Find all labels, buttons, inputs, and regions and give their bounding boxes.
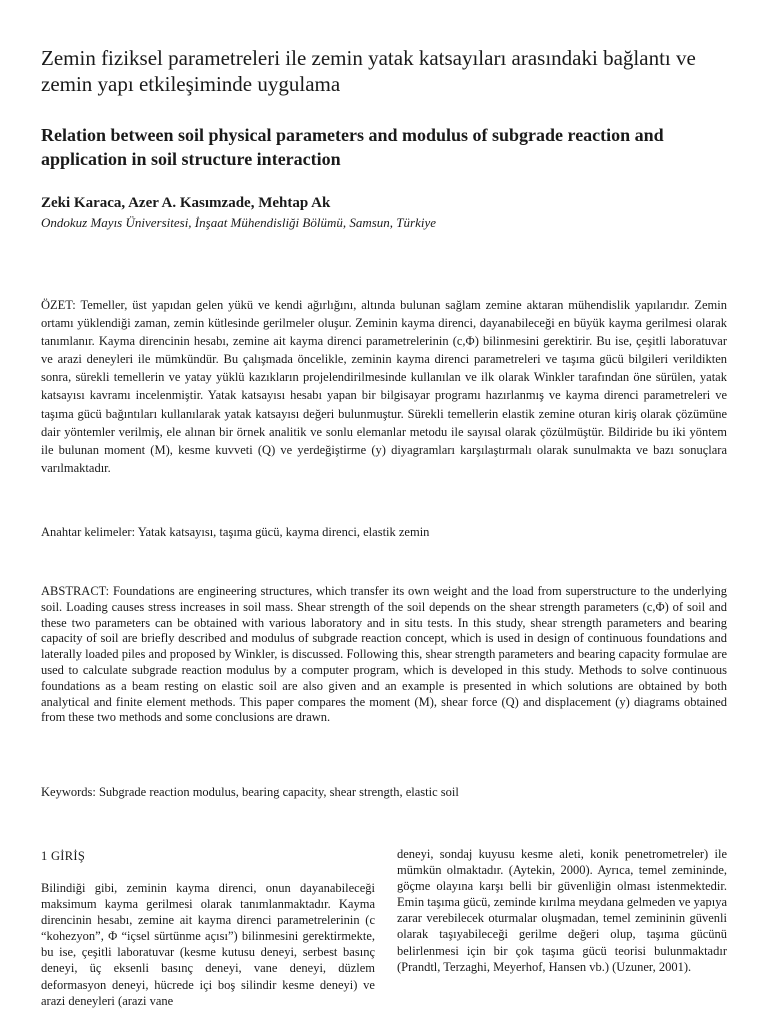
turkish-abstract: ÖZET: Temeller, üst yapıdan gelen yükü ve kendi ağırlığını, altında bulunan sağlam zemine aktaran mühendislik yapılarıdır. Zemin ortamı yüklendiği zaman, zemin kütlesinde gerilmeler oluşur. Zeminin kayma direnci, dayanabileceği en büyük kayma gerilmesi olarak tanımlanır. Kayma direncinin hesabı, zemine ait kayma direnci parametrelerinin (c,Φ) bilinmesini gerektirir. Bu ise, çeşitli laboratuvar ve arazi deneyleri ile mümkündür. Bu çalışmada öncelikle, zeminin kayma direnci parametreleri ve taşıma gücü bilgileri verildikten sonra, sürekli temellerin ve yatay yüklü kazıkların projelendirilmesinde kullanılan ve ilk olarak Winkler tarafından öne sürülen, yatak katsayısı kavramı incelenmiştir. Yatak katsayısı hesabı yapan bir bilgisayar programı hazırlanmış ve kayma direnci parametreleri ve taşıma gücü bağıntıları kullanılarak yatak katsayısı değeri bulunmuştur. Sürekli temellerin elastik zemine oturan kiriş olarak çözümüne dair yöntemler verilmiş, ele alınan bir örnek analitik ve sonlu elemanlar metodu ile sayısal olarak çözülmüştür. Bildiride bu iki yöntem ile bulunan moment (M), kesme kuvveti (Q) ve yerdeğiştirme (y) diyagramları karşılaştırmalı olarak sunulmakta ve bazı sonuçlara varılmaktadır. xyxy=(41,298,727,475)
turkish-title: Zemin fiziksel parametreleri ile zemin yatak katsayıları arasındaki bağlantı ve zemin yapı etkileşiminde uygulama xyxy=(41,46,696,96)
english-abstract: ABSTRACT: Foundations are engineering structures, which transfer its own weight and the load from superstructure to the underlying soil. Loading causes stress increases in soil mass. Shear strength of the soil depends on the shear strength parameters (c,Φ) of soil and these two parameters can be obtained with various laboratory and in situ tests. In this study, shear strength parameters and bearing capacity of soil are briefly described and modulus of subgrade reaction concept, which is used in design of continuous foundations and laterally loaded piles and proposed by Winkler, is discussed. Following this, shear strength parameters and bearing capacity formulae are used to calculate subgrade reaction modulus by a computer program, which is developed in this study. Methods to solve continuous foundations as a beam resting on elastic soil are also given and an example is presented in which solutions are obtained by both analytical and finite element methods. This paper compares the moment (M), shear force (Q) and displacement (y) diagrams obtained from these two methods and some conclusions are drawn. xyxy=(41,584,727,725)
introduction-left-column: Bilindiği gibi, zeminin kayma direnci, onun dayanabileceği maksimum kayma gerilmesi olarak tanımlanmaktadır. Kayma direncinin hesabı, zemine ait kayma direnci parametrelerinin (c “kohezyon”, Φ “içsel sürtünme açısı”) bilinmesini gerektirmekte, bu ise, çeşitli laboratuvar (kesme kutusu deneyi, serbest basınç deneyi, üç eksenli basınç deneyi, vane deneyi, düzlem deformasyon deneyi, hücrede içi boş silindir kesme deneyi) ve arazi deneyleri (arazi vane xyxy=(41,881,375,1008)
english-title: Relation between soil physical parameters and modulus of subgrade reaction and application in soil structure interaction xyxy=(41,125,664,169)
author-list: Zeki Karaca, Azer A. Kasımzade, Mehtap Ak xyxy=(41,195,331,211)
introduction-right-column: deneyi, sondaj kuyusu kesme aleti, konik penetrometreler) ile mümkün olmaktadır. (Aytekin, 2000). Ayrıca, temel zemininde, göçme olayına karşı belli bir güvenliğin olması istenmektedir. Emin taşıma gücü, zeminde kırılma meydana gelmeden ve yapıya zarar verebilecek oturmalar oluşmadan, temel zemininin güvenli olarak taşıyabileceği gerilme değeri olup, taşıma gücünü belirlenmesi için bir çok taşıma gücü teorisi bulunmaktadır (Prandtl, Terzaghi, Meyerhof, Hansen vb.) (Uzuner, 2001). xyxy=(397,847,727,974)
english-keywords: Keywords: Subgrade reaction modulus, bearing capacity, shear strength, elastic soil xyxy=(41,785,459,799)
section-heading-introduction: 1 GİRİŞ xyxy=(41,849,86,863)
turkish-keywords: Anahtar kelimeler: Yatak katsayısı, taşıma gücü, kayma direnci, elastik zemin xyxy=(41,525,430,539)
author-affiliation: Ondokuz Mayıs Üniversitesi, İnşaat Mühendisliği Bölümü, Samsun, Türkiye xyxy=(41,215,437,230)
